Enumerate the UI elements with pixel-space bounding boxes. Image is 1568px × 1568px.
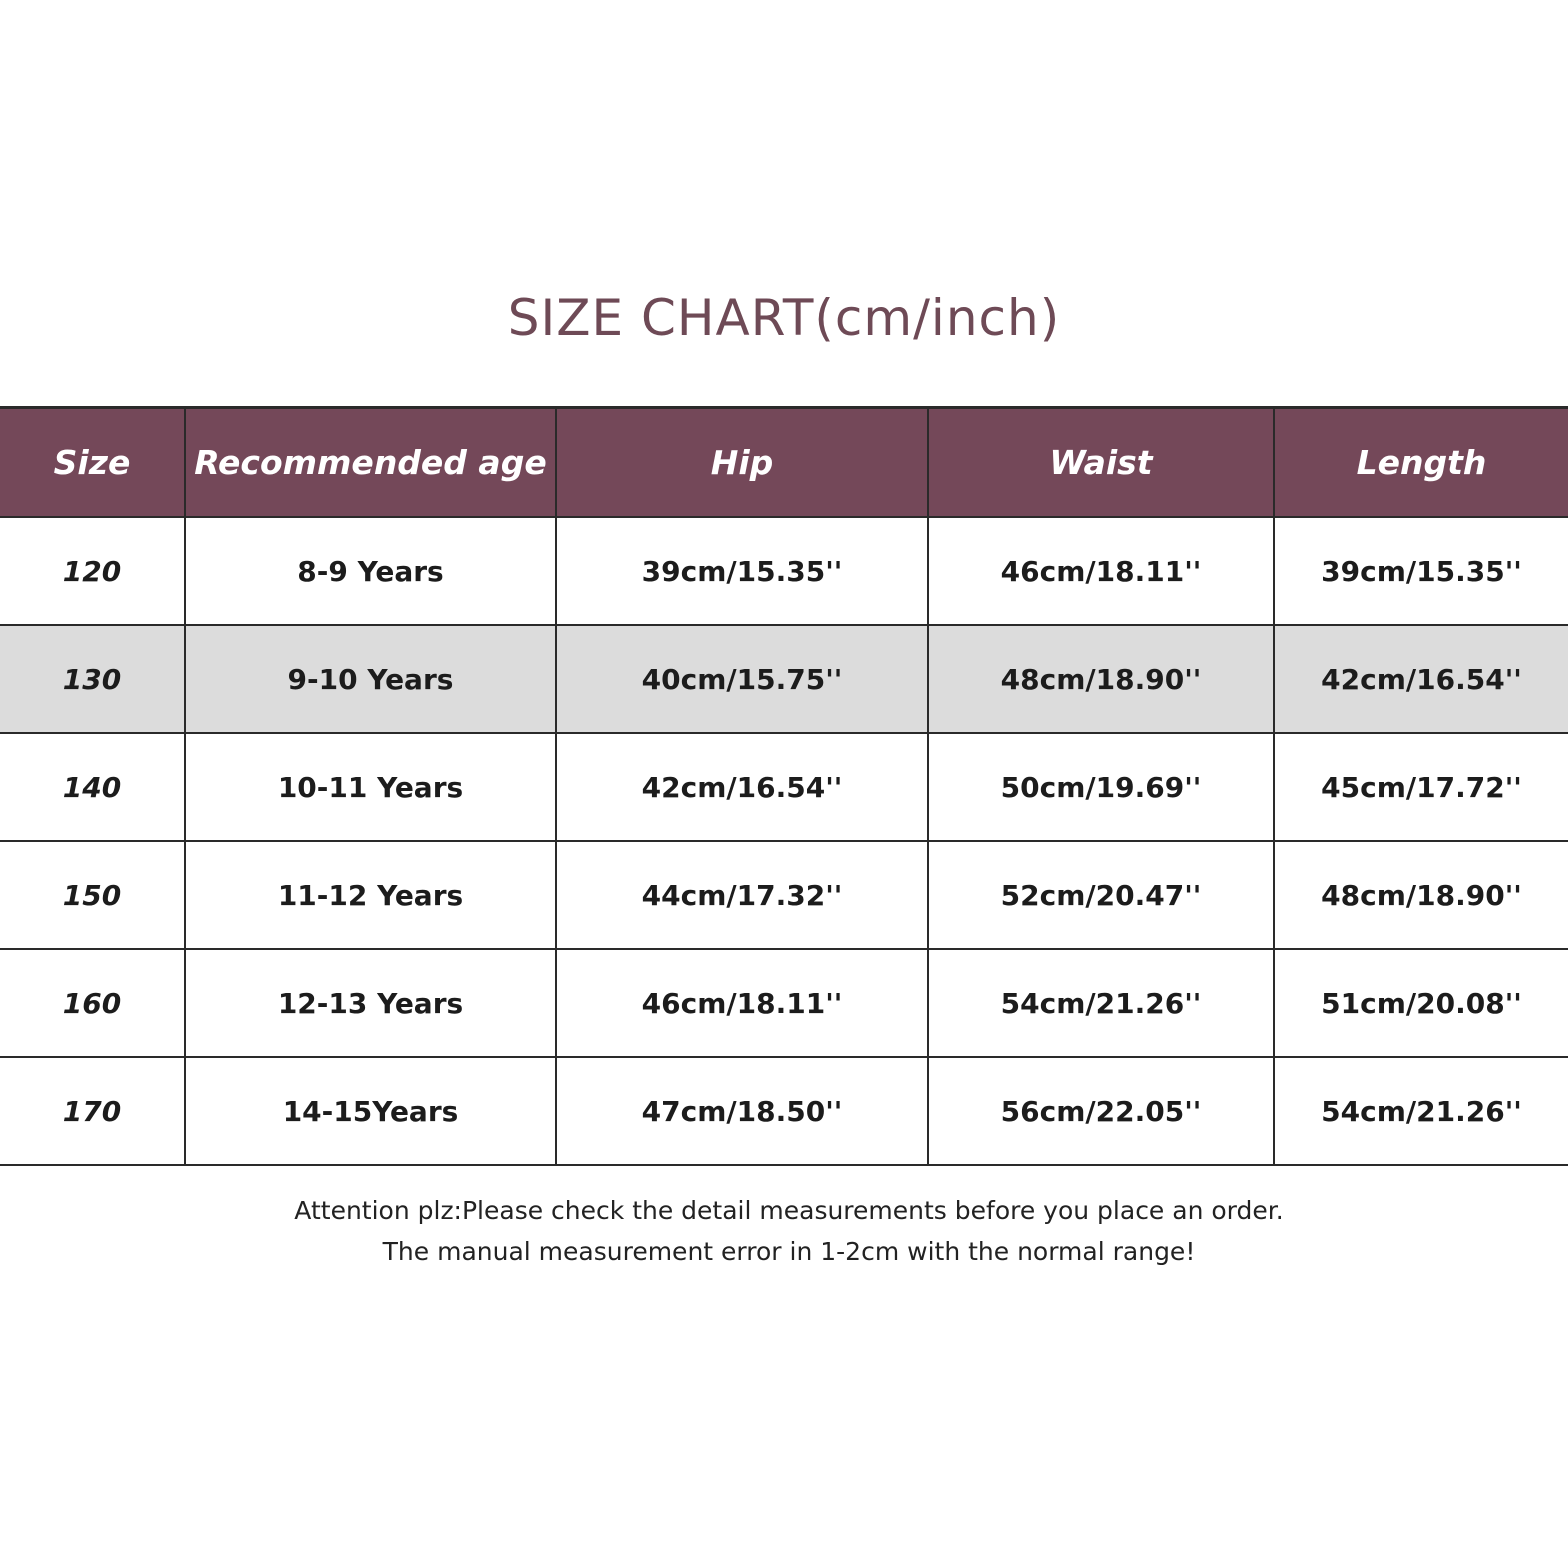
cell-waist: 48cm/18.90'' (928, 625, 1274, 733)
table-header-row (0, 408, 1568, 518)
cell-size: 160 (0, 949, 185, 1057)
attention-note: Attention plz:Please check the detail measurements before you place an order. (294, 1196, 1284, 1225)
cell-length: 48cm/18.90'' (1274, 841, 1568, 949)
cell-size: 170 (0, 1057, 185, 1165)
cell-size: 140 (0, 733, 185, 841)
cell-age: 12-13 Years (185, 949, 556, 1057)
header-recommended-age: Recommended age (185, 408, 556, 518)
cell-age: 11-12 Years (185, 841, 556, 949)
cell-waist: 50cm/19.69'' (928, 733, 1274, 841)
header-hip: Hip (556, 408, 928, 518)
page-title: SIZE CHART(cm/inch) (507, 289, 1061, 347)
table-row (0, 949, 1568, 1057)
cell-length: 45cm/17.72'' (1274, 733, 1568, 841)
table-row (0, 1057, 1568, 1165)
cell-hip: 39cm/15.35'' (556, 517, 928, 625)
cell-length: 54cm/21.26'' (1274, 1057, 1568, 1165)
cell-hip: 47cm/18.50'' (556, 1057, 928, 1165)
cell-age: 8-9 Years (185, 517, 556, 625)
cell-age: 14-15Years (185, 1057, 556, 1165)
table-row (0, 625, 1568, 733)
cell-length: 39cm/15.35'' (1274, 517, 1568, 625)
header-length: Length (1274, 408, 1568, 518)
header-size: Size (0, 408, 185, 518)
cell-size: 120 (0, 517, 185, 625)
cell-length: 51cm/20.08'' (1274, 949, 1568, 1057)
measurement-error-note: The manual measurement error in 1-2cm with the normal range! (382, 1237, 1196, 1266)
cell-waist: 56cm/22.05'' (928, 1057, 1274, 1165)
cell-hip: 44cm/17.32'' (556, 841, 928, 949)
table-row (0, 733, 1568, 841)
size-chart-table (0, 406, 1568, 1166)
cell-hip: 46cm/18.11'' (556, 949, 928, 1057)
cell-hip: 42cm/16.54'' (556, 733, 928, 841)
cell-waist: 54cm/21.26'' (928, 949, 1274, 1057)
cell-hip: 40cm/15.75'' (556, 625, 928, 733)
cell-age: 9-10 Years (185, 625, 556, 733)
cell-waist: 52cm/20.47'' (928, 841, 1274, 949)
cell-age: 10-11 Years (185, 733, 556, 841)
table-row (0, 841, 1568, 949)
cell-size: 130 (0, 625, 185, 733)
cell-size: 150 (0, 841, 185, 949)
header-waist: Waist (928, 408, 1274, 518)
cell-waist: 46cm/18.11'' (928, 517, 1274, 625)
cell-length: 42cm/16.54'' (1274, 625, 1568, 733)
table-row (0, 517, 1568, 625)
